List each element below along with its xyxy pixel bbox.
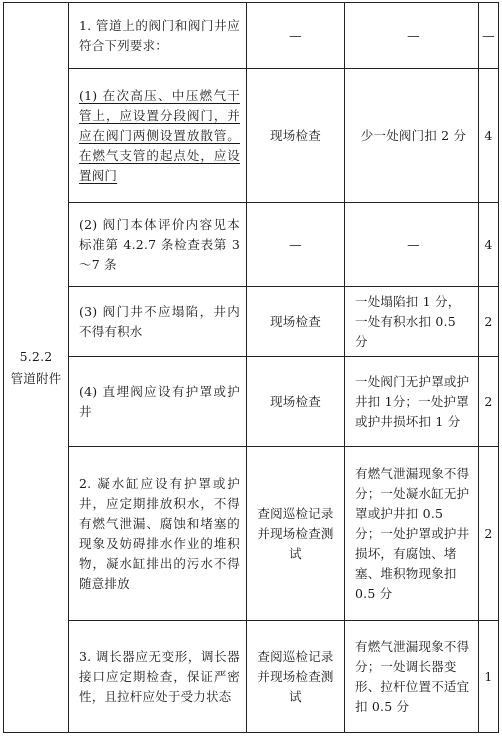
method-cell: 查阅巡检记录并现场检查测试 <box>247 621 345 733</box>
score-cell: 2 <box>479 357 499 447</box>
section-cell <box>4 3 69 733</box>
method-cell: — <box>247 203 345 287</box>
criteria-cell: — <box>345 203 479 287</box>
method-cell: — <box>247 3 345 69</box>
requirement-cell: 3. 调长器应无变形，调长器接口应定期检查，保证严密性，且拉杆应处于受力状态 <box>69 621 247 733</box>
section-title: 管道附件 <box>10 370 62 386</box>
inspection-table <box>3 2 499 733</box>
score-cell: — <box>479 3 499 69</box>
table-row <box>4 447 499 621</box>
requirement-cell: (1) 在次高压、中压燃气干管上，应设置分段阀门，并应在阀门两侧设置放散管。在燃气支管的起点处，应设置阀门 <box>69 69 247 203</box>
table-row <box>4 3 499 69</box>
requirement-cell: 1. 管道上的阀门和阀门井应符合下列要求： <box>69 3 247 69</box>
score-cell: 4 <box>479 203 499 287</box>
table-row <box>4 357 499 447</box>
table-row <box>4 287 499 357</box>
score-cell: 2 <box>479 447 499 621</box>
section-number: 5.2.2 <box>19 348 53 364</box>
criteria-cell: 少一处阀门扣 2 分 <box>345 69 479 203</box>
criteria-cell: 一处塌陷扣 1 分，一处有积水扣 0.5 分 <box>345 287 479 357</box>
requirement-cell: 2. 凝水缸应设有护罩或护井，应定期排放积水，不得有燃气泄漏、腐蚀和堵塞的现象及妨碍排水作业的堆积物，凝水缸排出的污水不得随意排放 <box>69 447 247 621</box>
criteria-cell: 一处阀门无护罩或护井扣 1分；一处护罩或护井损坏扣 1 分 <box>345 357 479 447</box>
score-cell: 2 <box>479 287 499 357</box>
requirement-cell: (3) 阀门井不应塌陷，井内不得有积水 <box>69 287 247 357</box>
method-cell: 现场检查 <box>247 287 345 357</box>
criteria-cell: 有燃气泄漏现象不得分；一处调长器变形、拉杆位置不适宜扣 0.5 分 <box>345 621 479 733</box>
criteria-cell: — <box>345 3 479 69</box>
criteria-cell: 有燃气泄漏现象不得分；一处凝水缸无护罩或护井扣 0.5 分；一处护罩或护井损坏，有腐蚀、堵塞、堆积物现象扣 0.5 分 <box>345 447 479 621</box>
score-cell: 4 <box>479 69 499 203</box>
requirement-cell: (4) 直埋阀应设有护罩或护井 <box>69 357 247 447</box>
requirement-cell: (2) 阀门本体评价内容见本标准第 4.2.7 条检查表第 3～7 条 <box>69 203 247 287</box>
inspection-table-page <box>3 2 499 733</box>
table-row <box>4 69 499 203</box>
method-cell: 查阅巡检记录并现场检查测试 <box>247 447 345 621</box>
table-row <box>4 621 499 733</box>
score-cell: 1 <box>479 621 499 733</box>
method-cell: 现场检查 <box>247 69 345 203</box>
method-cell: 现场检查 <box>247 357 345 447</box>
table-row <box>4 203 499 287</box>
